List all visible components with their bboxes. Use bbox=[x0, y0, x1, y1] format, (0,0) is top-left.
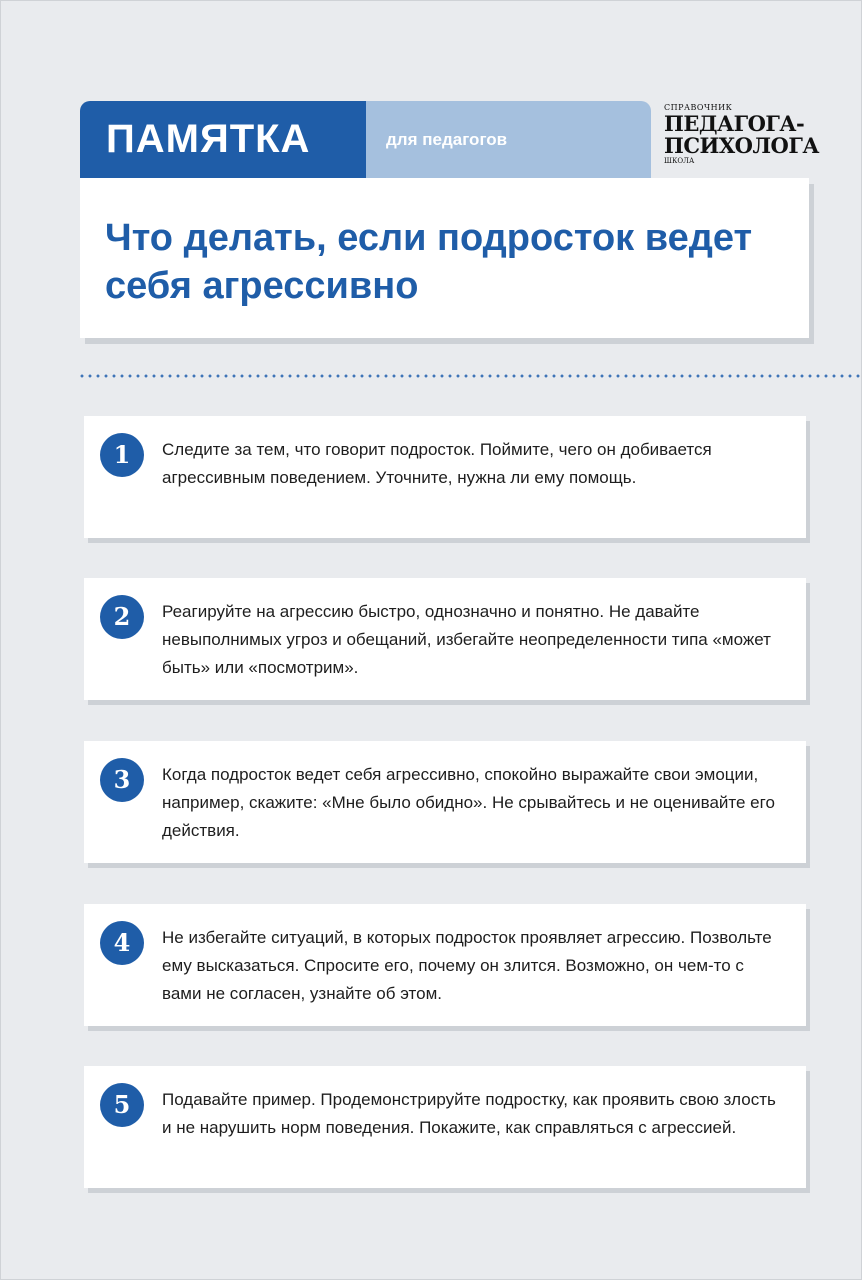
logo-small-text: СПРАВОЧНИК bbox=[664, 103, 733, 112]
header-tab-title bbox=[80, 101, 368, 178]
tip-text: Подавайте пример. Продемонстрируйте подростку, как проявить свою злость и не нарушить норм поведения. Покажите, как справляться с агрессией. bbox=[162, 1090, 776, 1137]
title-panel bbox=[80, 178, 809, 338]
tip-number-badge: 2 bbox=[100, 595, 144, 639]
tip-card-1 bbox=[84, 416, 806, 538]
tip-card-5 bbox=[84, 1066, 806, 1188]
tip-card-2 bbox=[84, 578, 806, 700]
header-tab-subtitle bbox=[366, 101, 651, 178]
tip-card-3 bbox=[84, 741, 806, 863]
publisher-logo bbox=[664, 103, 819, 177]
tip-number-badge: 1 bbox=[100, 433, 144, 477]
tip-card-4 bbox=[84, 904, 806, 1026]
tip-text: Когда подросток ведет себя агрессивно, спокойно выражайте свои эмоции, например, скажите: «Мне было обидно». Не срывайтесь и не оценивайте его действия. bbox=[162, 765, 775, 840]
tip-text: Следите за тем, что говорит подросток. Поймите, чего он добивается агрессивным поведением. Уточните, нужна ли ему помощь. bbox=[162, 440, 712, 487]
tip-text: Реагируйте на агрессию быстро, однозначно и понятно. Не давайте невыполнимых угроз и обещаний, избегайте неопределенности типа «может быть» или «посмотрим». bbox=[162, 602, 771, 677]
header-subtitle-text: для педагогов bbox=[386, 129, 508, 149]
tip-number-badge: 5 bbox=[100, 1083, 144, 1127]
logo-line-2: ПСИХОЛОГА bbox=[664, 133, 819, 158]
tip-number-badge: 4 bbox=[100, 921, 144, 965]
tip-text: Не избегайте ситуаций, в которых подросток проявляет агрессию. Позвольте ему высказаться. Спросите его, почему он злится. Возможно, он чем-то с вами не согласен, узнайте об этом. bbox=[162, 928, 772, 1003]
logo-bottom-text: ШКОЛА bbox=[664, 157, 695, 165]
logo-line-1: ПЕДАГОГА- bbox=[664, 111, 805, 136]
page-title: Что делать, если подросток ведет себя агрессивно bbox=[105, 217, 753, 307]
dotted-divider bbox=[78, 374, 862, 378]
tip-number-badge: 3 bbox=[100, 758, 144, 802]
header-title-text: ПАМЯТКА bbox=[106, 117, 311, 161]
